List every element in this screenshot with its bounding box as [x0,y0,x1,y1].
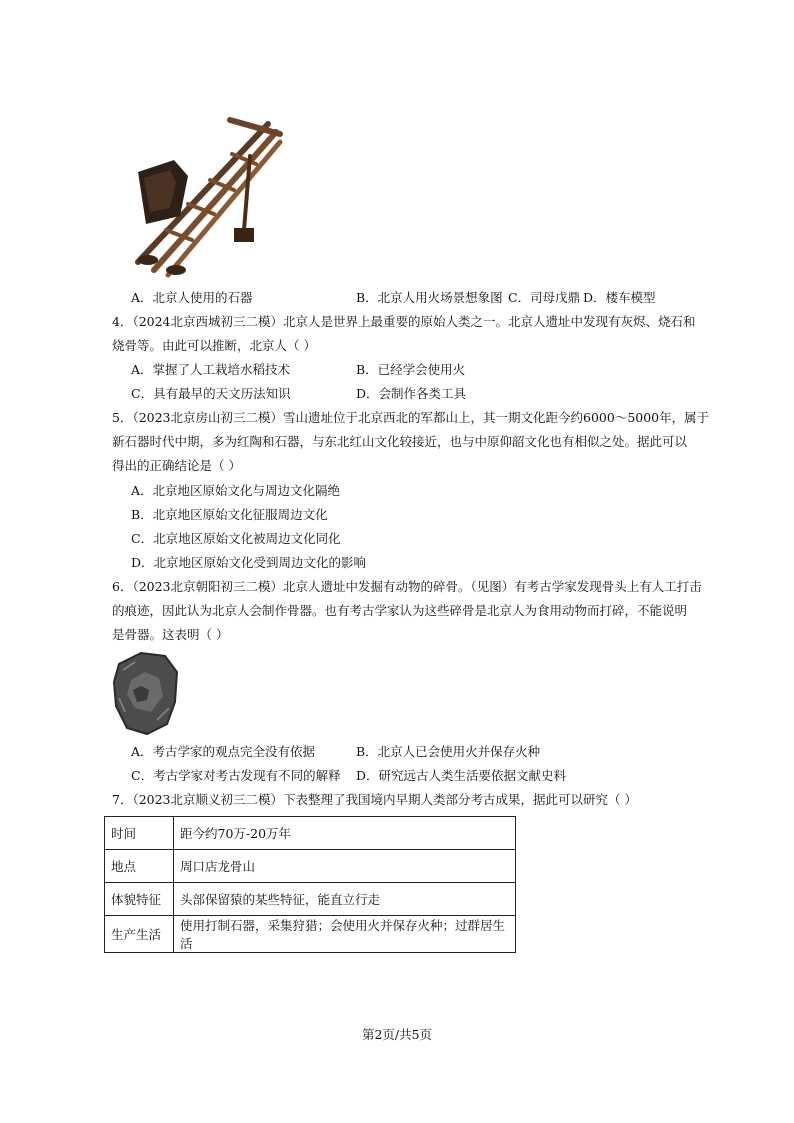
table-row [105,850,516,883]
q5-stem-line2: 新石器时代中期，多为红陶和石器，与东北红山文化较接近，也与中原仰韶文化也有相似之处。据此可以 [112,434,688,449]
q5-stem-line1: 5．（2023北京房山初三二模）雪山遗址位于北京西北的军都山上，其一期文化距今约6000～5000年，属于 [112,410,710,425]
q5-option-a: A．北京地区原始文化与周边文化隔绝 [131,483,341,498]
q6-stem-line3: 是骨器。这表明（ ） [112,627,229,642]
q6-option-c: C．考古学家对考古发现有不同的解释 [131,768,341,783]
table-cell-value: 头部保留猿的某些特征，能直立行走 [174,883,516,916]
q3-option-d: D．楼车模型 [583,290,656,305]
q3-option-c: C．司母戊鼎 [508,290,581,305]
table-cell-key: 地点 [105,850,174,883]
q6-option-d: D．研究远古人类生活要依据文献史料 [356,768,567,783]
table-cell-value: 距今约70万-20万年 [174,817,516,850]
q5-option-c: C．北京地区原始文化被周边文化同化 [131,531,341,546]
q6-option-b: B．北京人已会使用火并保存火种 [356,744,541,759]
q6-stem-line2: 的痕迹，因此认为北京人会制作骨器。也有考古学家认为这些碎骨是北京人为食用动物而打碎，不能说明 [112,603,688,618]
q6-option-a: A．考古学家的观点完全没有依据 [131,744,316,759]
q3-option-a: A．北京人使用的石器 [131,290,253,305]
q4-stem-line2: 烧骨等。由此可以推断，北京人（ ） [112,338,316,353]
table-cell-value: 周口店龙骨山 [174,850,516,883]
bone-fragment-image [111,650,181,736]
q4-option-c: C．具有最早的天文历法知识 [131,386,291,401]
archaeology-table [104,816,516,953]
table-cell-key: 体貌特征 [105,883,174,916]
q4-option-d: D．会制作各类工具 [356,386,467,401]
q5-option-d: D．北京地区原始文化受到周边文化的影响 [131,555,367,570]
q5-option-b: B．北京地区原始文化征服周边文化 [131,507,328,522]
table-row [105,883,516,916]
page-number-footer: 第2页/共5页 [361,1027,433,1042]
siege-tower-model-image [118,112,288,282]
table-cell-key: 生产生活 [105,916,174,953]
q7-stem-line1: 7．（2023北京顺义初三二模）下表整理了我国境内早期人类部分考古成果，据此可以研究（ ） [112,792,637,807]
table-cell-value: 使用打制石器，采集狩猎；会使用火并保存火种；过群居生活 [174,916,516,953]
q6-stem-line1: 6．（2023北京朝阳初三二模）北京人遗址中发掘有动物的碎骨。（见图）有考古学家发现骨头上有人工打击 [112,579,702,594]
q4-option-b: B．已经学会使用火 [356,362,466,377]
q4-stem-line1: 4．（2024北京西城初三二模）北京人是世界上最重要的原始人类之一。北京人遗址中发现有灰烬、烧石和 [112,314,696,329]
table-row [105,916,516,953]
table-row [105,817,516,850]
table-cell-key: 时间 [105,817,174,850]
q3-option-b: B．北京人用火场景想象图 [356,290,503,305]
q4-option-a: A．掌握了人工栽培水稻技术 [131,362,291,377]
q5-stem-line3: 得出的正确结论是（ ） [112,458,241,473]
